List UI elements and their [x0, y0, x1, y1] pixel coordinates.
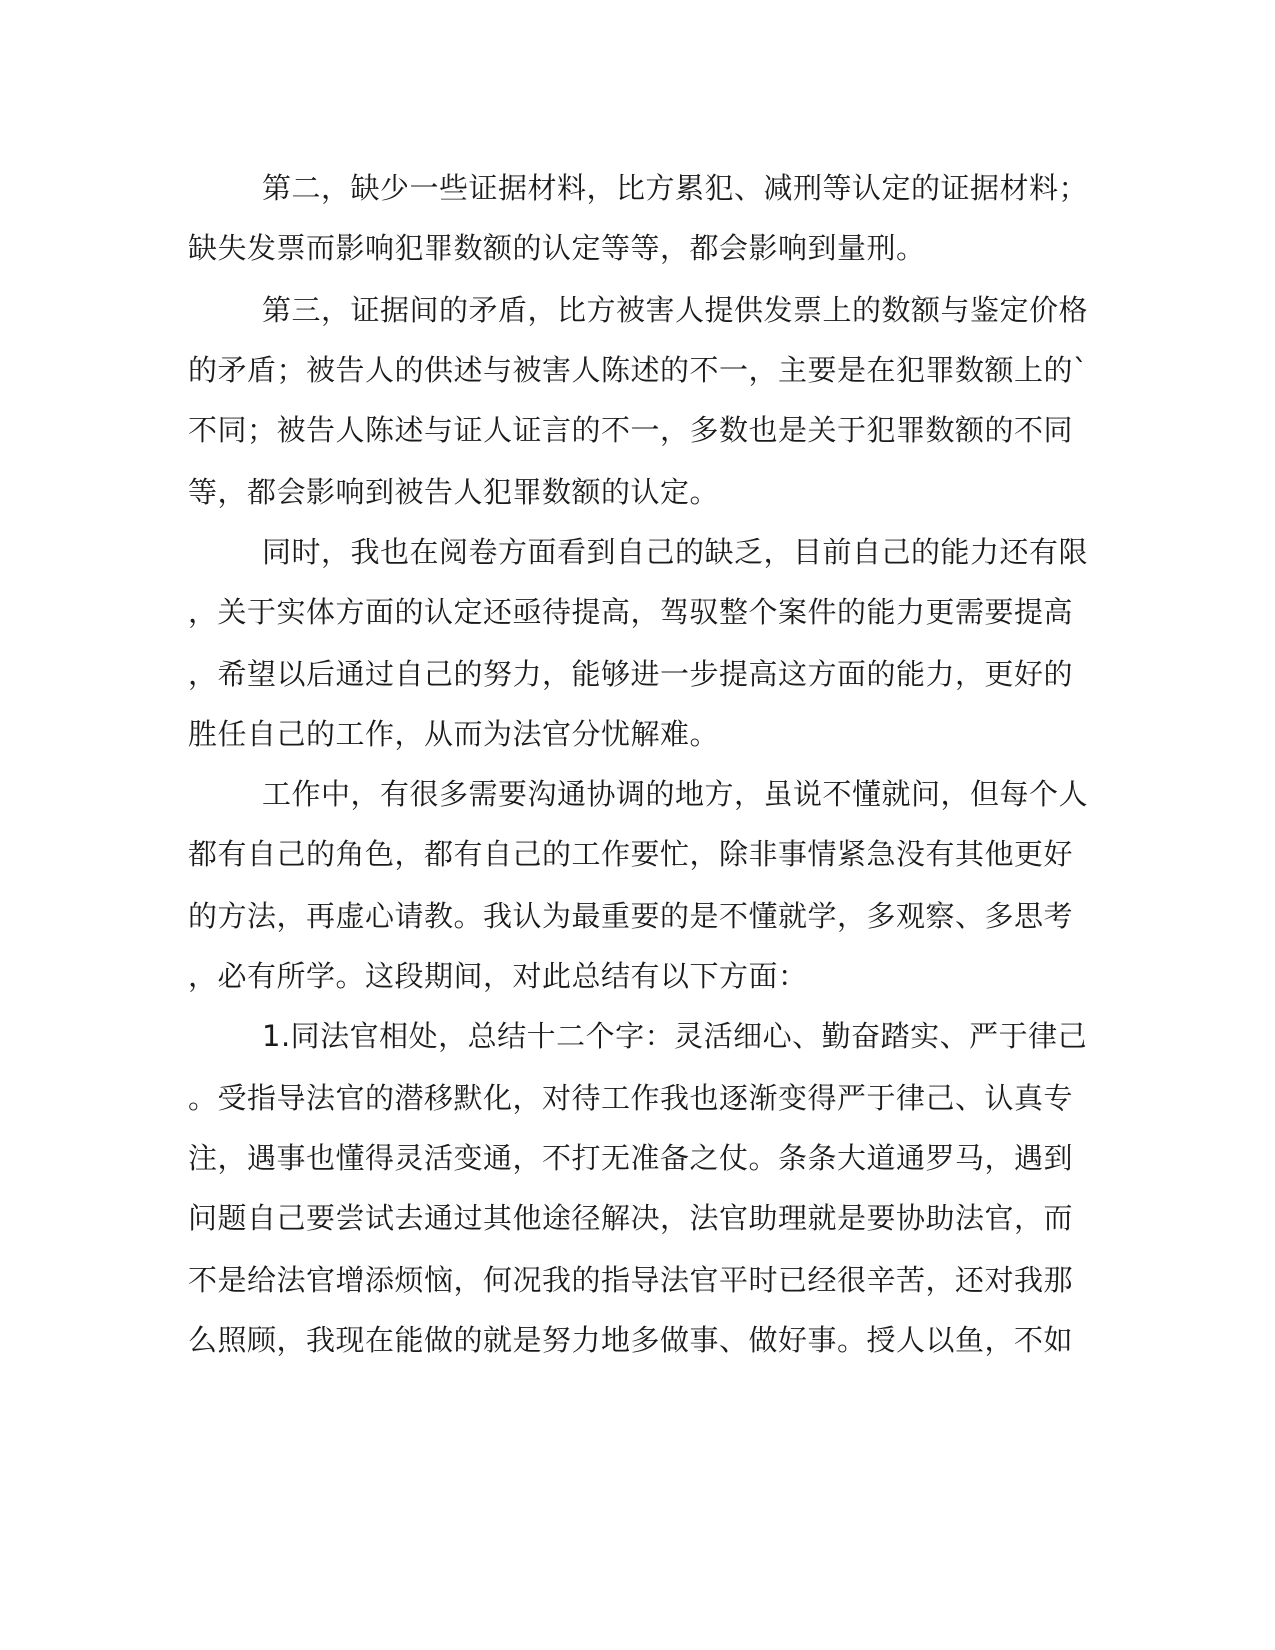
paragraph-line: ，希望以后通过自己的努力，能够进一步提高这方面的能力，更好的 [188, 657, 1074, 691]
paragraph-line: ，关于实体方面的认定还亟待提高，驾驭整个案件的能力更需要提高 [188, 595, 1074, 629]
paragraph-line: 工作中，有很多需要沟通协调的地方，虽说不懂就问，但每个人 [262, 777, 1089, 811]
paragraph-line: 第二，缺少一些证据材料，比方累犯、减刑等认定的证据材料； [262, 171, 1089, 205]
paragraph-line: 不是给法官增添烦恼，何况我的指导法官平时已经很辛苦，还对我那 [188, 1263, 1074, 1297]
paragraph-line: 么照顾，我现在能做的就是努力地多做事、做好事。授人以鱼，不如 [188, 1323, 1074, 1357]
paragraph-line: 缺失发票而影响犯罪数额的认定等等，都会影响到量刑。 [188, 231, 926, 265]
paragraph-line: 第三，证据间的矛盾，比方被害人提供发票上的数额与鉴定价格 [262, 293, 1089, 327]
paragraph-line: 的矛盾；被告人的供述与被害人陈述的不一，主要是在犯罪数额上的` [188, 353, 1089, 387]
paragraph-line: 1.同法官相处，总结十二个字：灵活细心、勤奋踏实、严于律己 [262, 1019, 1088, 1053]
paragraph-line: 胜任自己的工作，从而为法官分忧解难。 [188, 717, 720, 751]
paragraph-line: 注，遇事也懂得灵活变通，不打无准备之仗。条条大道通罗马，遇到 [188, 1141, 1074, 1175]
paragraph-line: 都有自己的角色，都有自己的工作要忙，除非事情紧急没有其他更好 [188, 837, 1074, 871]
paragraph-line: 问题自己要尝试去通过其他途径解决，法官助理就是要协助法官，而 [188, 1201, 1074, 1235]
paragraph-line: 同时，我也在阅卷方面看到自己的缺乏，目前自己的能力还有限 [262, 535, 1089, 569]
paragraph-line: 。受指导法官的潜移默化，对待工作我也逐渐变得严于律己、认真专 [188, 1081, 1074, 1115]
paragraph-line: 的方法，再虚心请教。我认为最重要的是不懂就学，多观察、多思考 [188, 899, 1074, 933]
paragraph-line: ，必有所学。这段期间，对此总结有以下方面： [188, 959, 808, 993]
paragraph-line: 不同；被告人陈述与证人证言的不一，多数也是关于犯罪数额的不同 [188, 413, 1074, 447]
paragraph-line: 等，都会影响到被告人犯罪数额的认定。 [188, 475, 720, 509]
